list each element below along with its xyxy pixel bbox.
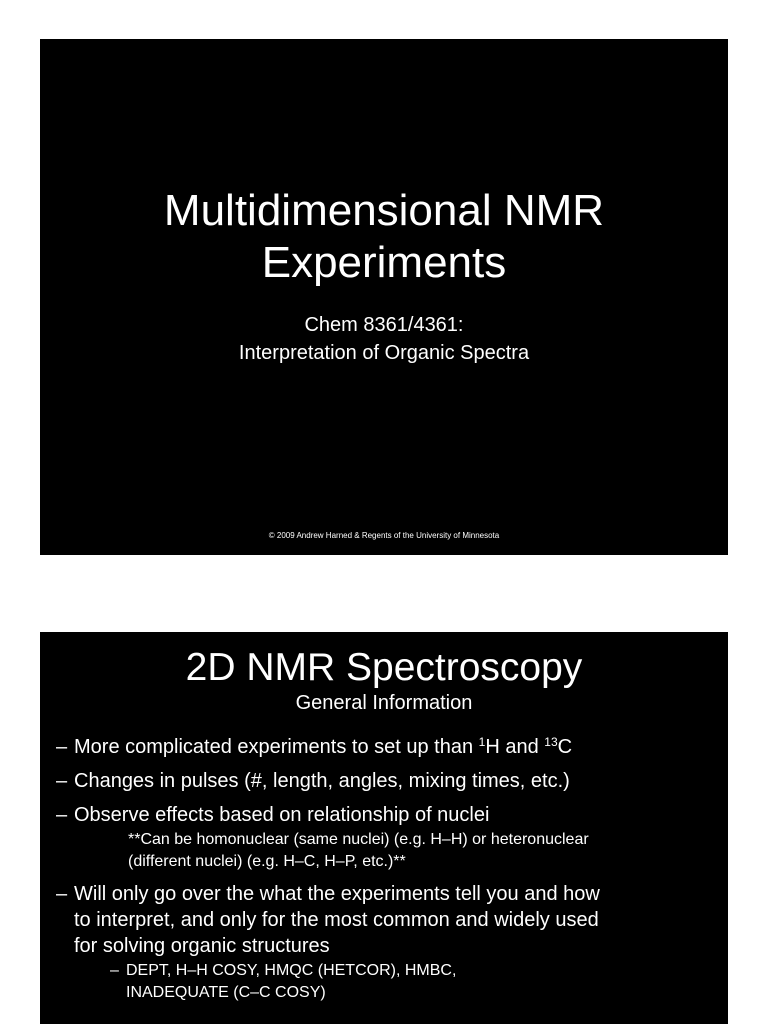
bullet-dash: – bbox=[56, 736, 68, 758]
bullet-item: – Will only go over the what the experiments tell you and how to interpret, and only for the most common and widely used for solving organic structures – DEPT, H–H COSY, HMQC (HETCOR), HMBC, INADEQUATE (C–C COSY) bbox=[56, 881, 718, 1004]
bullet-list bbox=[56, 734, 718, 1012]
bullet-item: – Changes in pulses (#, length, angles, mixing times, etc.) bbox=[56, 770, 570, 792]
slide-subtitle: Chem 8361/4361: Interpretation of Organic Spectra bbox=[238, 314, 530, 364]
bullet-item: – More complicated experiments to set up than $^1$H and $^{13}$C bbox=[56, 735, 573, 758]
bullet-note: **Can be homonuclear (same nuclei) (e.g. H–H) or heteronuclear (different nuclei) (e.g. H–C, H–P, etc.)** bbox=[128, 831, 589, 870]
bullet-dash: – bbox=[56, 804, 68, 826]
slide-title: 2D NMR Spectroscopy bbox=[185, 646, 583, 689]
copyright-notice: © 2009 Andrew Harned & Regents of the University of Minnesota bbox=[268, 531, 500, 540]
title-slide bbox=[40, 39, 728, 555]
bullet-dash: – bbox=[110, 962, 119, 979]
slide-subtitle: General Information bbox=[295, 692, 473, 714]
bullet-dash: – bbox=[56, 883, 68, 905]
content-slide bbox=[40, 632, 728, 1024]
bullet-dash: – bbox=[56, 770, 68, 792]
bullet-item: – Observe effects based on relationship of nuclei **Can be homonuclear (same nuclei) (e.g. H–H) or heteronuclear (different nuclei) (e.g. H–C, H–P, etc.)** bbox=[56, 802, 718, 873]
sub-bullet-item: – DEPT, H–H COSY, HMQC (HETCOR), HMBC, INADEQUATE (C–C COSY) bbox=[110, 962, 457, 1001]
slide-title: Multidimensional NMR Experiments bbox=[163, 186, 605, 287]
